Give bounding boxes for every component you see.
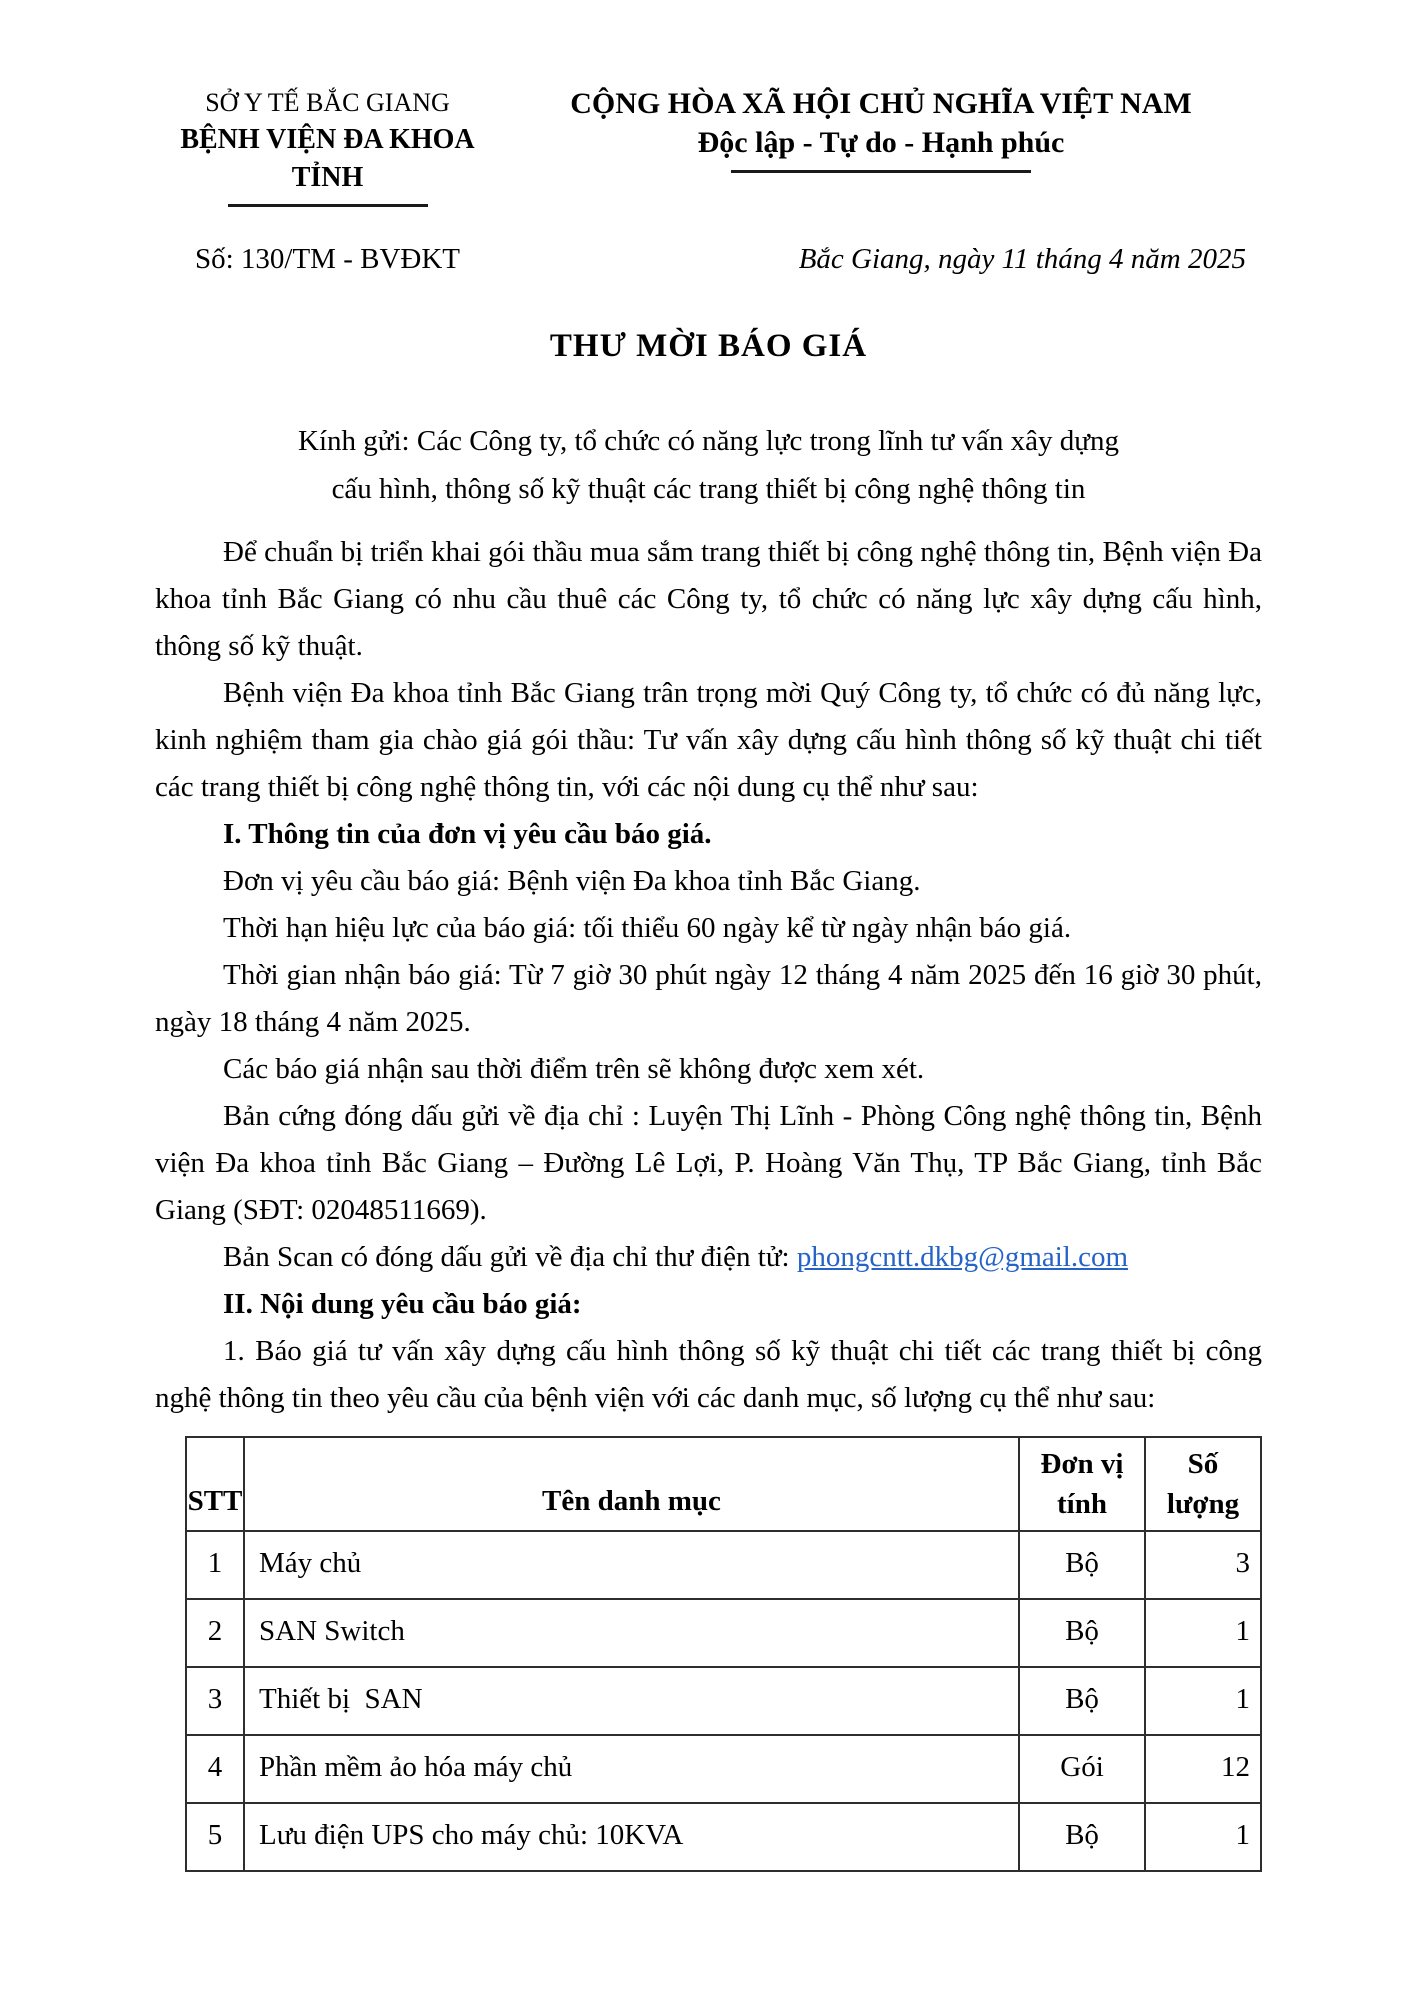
cell-item-name: SAN Switch <box>244 1599 1019 1667</box>
number-date-row <box>155 243 1262 276</box>
table-row <box>186 1667 1261 1735</box>
cell-stt: 3 <box>186 1667 244 1735</box>
line-requester: Đơn vị yêu cầu báo giá: Bệnh viện Đa khoa tỉnh Bắc Giang. <box>223 865 921 897</box>
paragraph-request: 1. Báo giá tư vấn xây dựng cấu hình thông số kỹ thuật chi tiết các trang thiết bị công nghệ thông tin theo yêu cầu của bệnh viện với các danh mục, số lượng cụ thể như sau: <box>155 1335 1262 1414</box>
cell-item-name: Máy chủ <box>244 1531 1019 1599</box>
cell-unit: Bộ <box>1019 1803 1145 1871</box>
cell-unit: Gói <box>1019 1735 1145 1803</box>
org-underline <box>228 204 428 207</box>
paragraph-intro-2: Bệnh viện Đa khoa tỉnh Bắc Giang trân trọng mời Quý Công ty, tổ chức có đủ năng lực, kinh nghiệm tham gia chào giá gói thầu: Tư vấn xây dựng cấu hình thông số kỹ thuật chi tiết các trang thiết bị công nghệ thông tin, với các nội dung cụ thể như sau: <box>155 677 1262 803</box>
document-body <box>155 529 1262 1422</box>
cell-item-name: Lưu điện UPS cho máy chủ: 10KVA <box>244 1803 1019 1871</box>
national-title: CỘNG HÒA XÃ HỘI CHỦ NGHĨA VIỆT NAM <box>570 87 1192 120</box>
line-late-quotes: Các báo giá nhận sau thời điểm trên sẽ không được xem xét. <box>223 1053 925 1085</box>
cell-item-name: Phần mềm ảo hóa máy chủ <box>244 1735 1019 1803</box>
scan-address-text: Bản Scan có đóng dấu gửi về địa chỉ thư điện tử: <box>223 1241 797 1273</box>
cell-unit: Bộ <box>1019 1599 1145 1667</box>
table-row <box>186 1803 1261 1871</box>
document-title: THƯ MỜI BÁO GIÁ <box>549 328 868 364</box>
column-header-qty: Số lượng <box>1145 1437 1261 1531</box>
org-name: BỆNH VIỆN ĐA KHOA TỈNH <box>180 124 475 193</box>
cell-quantity: 1 <box>1145 1667 1261 1735</box>
paragraph-intro-1: Để chuẩn bị triển khai gói thầu mua sắm trang thiết bị công nghệ thông tin, Bệnh viện Đa khoa tỉnh Bắc Giang có nhu cầu thuê các Công ty, tổ chức có năng lực xây dựng cấu hình, thông số kỹ thuật. <box>155 536 1262 662</box>
cell-quantity: 1 <box>1145 1803 1261 1871</box>
cell-quantity: 3 <box>1145 1531 1261 1599</box>
issuing-org-block <box>155 85 500 207</box>
section-2-heading: II. Nội dung yêu cầu báo giá: <box>223 1288 582 1320</box>
table-header-row <box>186 1437 1261 1531</box>
national-motto-block <box>500 85 1262 173</box>
paragraph-hardcopy-address: Bản cứng đóng dấu gửi về địa chỉ : Luyện Thị Lĩnh - Phòng Công nghệ thông tin, Bệnh viện Đa khoa tỉnh Bắc Giang – Đường Lê Lợi, P. Hoàng Văn Thụ, TP Bắc Giang, tỉnh Bắc Giang (SĐT: 02048511669). <box>155 1100 1262 1226</box>
parent-org-name: SỞ Y TẾ BẮC GIANG <box>205 88 450 117</box>
paragraph-receive-time: Thời gian nhận báo giá: Từ 7 giờ 30 phút ngày 12 tháng 4 năm 2025 đến 16 giờ 30 phút, ngày 18 tháng 4 năm 2025. <box>155 959 1262 1038</box>
table-row <box>186 1599 1261 1667</box>
salutation <box>155 417 1262 513</box>
cell-quantity: 12 <box>1145 1735 1261 1803</box>
national-motto: Độc lập - Tự do - Hạnh phúc <box>697 126 1065 159</box>
motto-underline <box>731 170 1031 173</box>
cell-stt: 1 <box>186 1531 244 1599</box>
cell-stt: 2 <box>186 1599 244 1667</box>
table-row <box>186 1735 1261 1803</box>
cell-stt: 5 <box>186 1803 244 1871</box>
cell-unit: Bộ <box>1019 1667 1145 1735</box>
column-header-stt: STT <box>186 1437 244 1531</box>
cell-item-name: Thiết bị SAN <box>244 1667 1019 1735</box>
table-row <box>186 1531 1261 1599</box>
email-link[interactable]: phongcntt.dkbg@gmail.com <box>796 1241 1129 1273</box>
place-and-date: Bắc Giang, ngày 11 tháng 4 năm 2025 <box>798 243 1246 275</box>
document-header <box>155 85 1262 207</box>
paragraph-scan-address <box>155 1234 1262 1281</box>
cell-unit: Bộ <box>1019 1531 1145 1599</box>
section-1-heading: I. Thông tin của đơn vị yêu cầu báo giá. <box>223 818 712 850</box>
line-validity: Thời hạn hiệu lực của báo giá: tối thiểu 60 ngày kể từ ngày nhận báo giá. <box>223 912 1072 944</box>
column-header-unit: Đơn vị tính <box>1019 1437 1145 1531</box>
salutation-line-1: Kính gửi: Các Công ty, tổ chức có năng lực trong lĩnh tư vấn xây dựng <box>298 425 1119 457</box>
document-number: Số: 130/TM - BVĐKT <box>194 243 461 275</box>
salutation-line-2: cấu hình, thông số kỹ thuật các trang thiết bị công nghệ thông tin <box>331 473 1086 505</box>
items-table <box>185 1436 1262 1872</box>
column-header-name: Tên danh mục <box>244 1437 1019 1531</box>
cell-quantity: 1 <box>1145 1599 1261 1667</box>
cell-stt: 4 <box>186 1735 244 1803</box>
